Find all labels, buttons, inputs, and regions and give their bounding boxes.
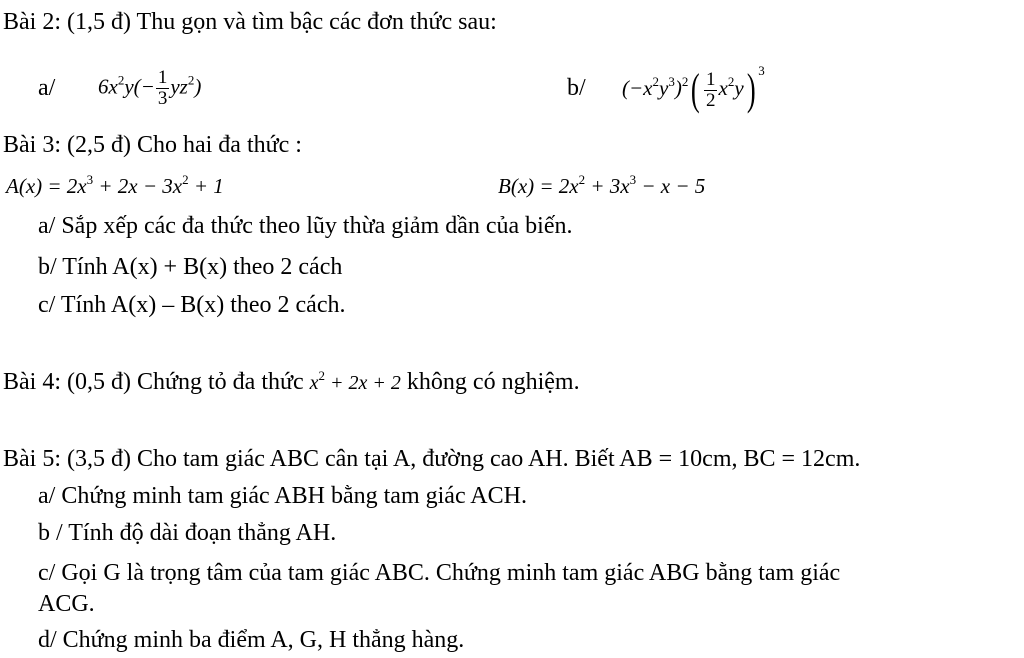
bai4-polynomial: $x^2 + 2x + 2$: [309, 368, 401, 394]
fraction-one-third: $\frac{1}{3}$: [157, 67, 168, 109]
fraction-one-half: $\frac{1}{2}$: [705, 68, 716, 111]
bai3-item-b: b/ Tính A(x) + B(x) theo 2 cách: [38, 254, 343, 280]
bai2-expr-b: $(-x^2y^3)^2$( $\frac{1}{2}$ $x^2y$) $^3$: [622, 62, 765, 114]
bai2-a-label: a/: [38, 75, 56, 101]
bai5-item-c-line2: ACG.: [38, 591, 95, 617]
bai2-b-label: b/: [567, 75, 586, 101]
bai5-heading: Bài 5: (3,5 đ) Cho tam giác ABC cân tại A, đường cao AH. Biết AB = 10cm, BC = 12cm.: [3, 446, 861, 472]
bai3-item-a: a/ Sắp xếp các đa thức theo lũy thừa giảm dần của biến.: [38, 213, 573, 239]
bai4-line: Bài 4: (0,5 đ) Chứng tỏ đa thức $x^2 + 2x + 2$ không có nghiệm.: [3, 368, 580, 395]
bai5-item-b: b / Tính độ dài đoạn thẳng AH.: [38, 520, 337, 546]
bai5-item-c-line1: c/ Gọi G là trọng tâm của tam giác ABC. Chứng minh tam giác ABG bằng tam giác: [38, 560, 841, 586]
bai5-item-d: d/ Chứng minh ba điểm A, G, H thẳng hàng.: [38, 627, 465, 653]
polynomial-A: $A(x) = 2x^3 + 2x - 3x^2 + 1$: [6, 172, 224, 198]
bai3-heading: Bài 3: (2,5 đ) Cho hai đa thức :: [3, 132, 302, 158]
bai5-item-a: a/ Chứng minh tam giác ABH bằng tam giác ACH.: [38, 483, 527, 509]
bai2-expr-a: $6x^2y(-$ $\frac{1}{3}$ $yz^2$): [98, 67, 202, 109]
bai2-heading: Bài 2: (1,5 đ) Thu gọn và tìm bậc các đơn thức sau:: [3, 9, 497, 35]
polynomial-B: $B(x) = 2x^2 + 3x^3 - x - 5$: [498, 172, 706, 198]
bai3-item-c: c/ Tính A(x) – B(x) theo 2 cách.: [38, 292, 346, 318]
